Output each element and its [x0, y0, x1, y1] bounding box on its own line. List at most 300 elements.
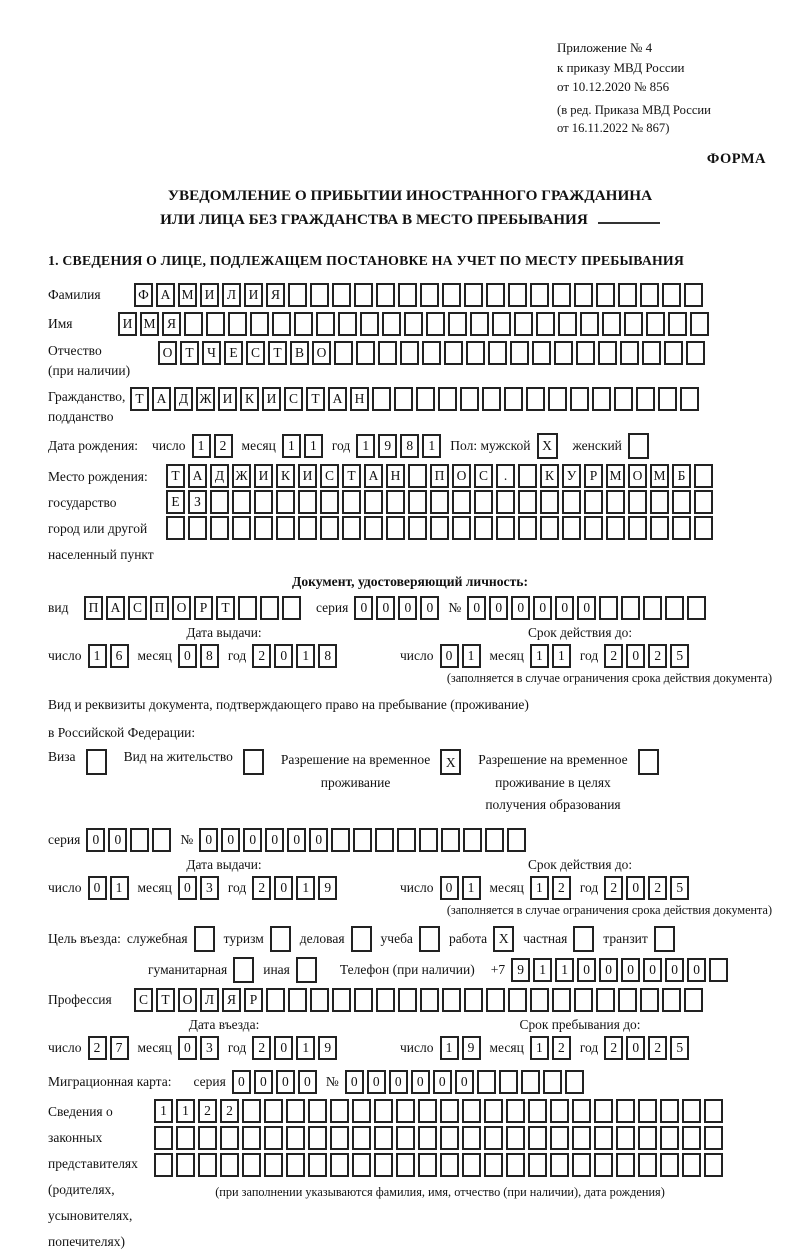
char-cell[interactable]	[499, 1070, 518, 1094]
char-cell[interactable]	[360, 312, 379, 336]
char-cell[interactable]	[528, 1126, 547, 1150]
char-cell[interactable]: С	[128, 596, 147, 620]
char-cell[interactable]: Т	[342, 464, 361, 488]
char-cell[interactable]	[276, 516, 295, 540]
residence-valid-year[interactable]	[604, 876, 692, 900]
char-cell[interactable]	[396, 1099, 415, 1123]
char-cell[interactable]	[530, 988, 549, 1012]
char-cell[interactable]: 1	[530, 644, 549, 668]
char-cell[interactable]: С	[284, 387, 303, 411]
char-cell[interactable]	[658, 387, 677, 411]
char-cell[interactable]	[646, 312, 665, 336]
char-cell[interactable]: 9	[378, 434, 397, 458]
char-cell[interactable]	[618, 283, 637, 307]
char-cell[interactable]	[636, 387, 655, 411]
char-cell[interactable]	[526, 387, 545, 411]
char-cell[interactable]	[662, 988, 681, 1012]
char-cell[interactable]: Ф	[134, 283, 153, 307]
char-cell[interactable]	[530, 283, 549, 307]
char-cell[interactable]: 0	[626, 1036, 645, 1060]
char-cell[interactable]: 0	[287, 828, 306, 852]
char-cell[interactable]	[660, 1153, 679, 1177]
residence-number-input[interactable]	[199, 828, 529, 852]
char-cell[interactable]: 2	[648, 1036, 667, 1060]
char-cell[interactable]	[408, 490, 427, 514]
char-cell[interactable]	[464, 283, 483, 307]
char-cell[interactable]	[614, 387, 633, 411]
char-cell[interactable]	[528, 1099, 547, 1123]
migration-number-input[interactable]	[345, 1070, 587, 1094]
char-cell[interactable]: 2	[552, 876, 571, 900]
char-cell[interactable]	[210, 516, 229, 540]
char-cell[interactable]	[342, 490, 361, 514]
char-cell[interactable]	[238, 596, 257, 620]
purpose-study-checkbox[interactable]	[419, 926, 440, 952]
char-cell[interactable]: 0	[108, 828, 127, 852]
char-cell[interactable]	[310, 283, 329, 307]
char-cell[interactable]	[704, 1099, 723, 1123]
doc-valid-year[interactable]	[604, 644, 692, 668]
char-cell[interactable]: 0	[626, 876, 645, 900]
char-cell[interactable]: 1	[304, 434, 323, 458]
char-cell[interactable]: К	[276, 464, 295, 488]
entry-year[interactable]	[252, 1036, 340, 1060]
char-cell[interactable]	[376, 988, 395, 1012]
char-cell[interactable]	[552, 283, 571, 307]
char-cell[interactable]: Т	[216, 596, 235, 620]
char-cell[interactable]: 1	[555, 958, 574, 982]
char-cell[interactable]: Ж	[196, 387, 215, 411]
char-cell[interactable]: 0	[274, 644, 293, 668]
char-cell[interactable]	[704, 1126, 723, 1150]
char-cell[interactable]: 9	[462, 1036, 481, 1060]
char-cell[interactable]: 8	[200, 644, 219, 668]
char-cell[interactable]: 1	[356, 434, 375, 458]
char-cell[interactable]	[462, 1153, 481, 1177]
char-cell[interactable]: 1	[296, 876, 315, 900]
char-cell[interactable]	[308, 1153, 327, 1177]
char-cell[interactable]	[532, 341, 551, 365]
char-cell[interactable]	[618, 988, 637, 1012]
char-cell[interactable]	[628, 516, 647, 540]
char-cell[interactable]: 0	[455, 1070, 474, 1094]
char-cell[interactable]: 0	[265, 828, 284, 852]
char-cell[interactable]: 0	[577, 596, 596, 620]
char-cell[interactable]	[396, 1126, 415, 1150]
char-cell[interactable]	[332, 988, 351, 1012]
char-cell[interactable]	[338, 312, 357, 336]
char-cell[interactable]	[485, 828, 504, 852]
residence-issue-year[interactable]	[252, 876, 340, 900]
char-cell[interactable]	[382, 312, 401, 336]
char-cell[interactable]: 0	[354, 596, 373, 620]
char-cell[interactable]	[594, 1153, 613, 1177]
entry-day[interactable]	[88, 1036, 132, 1060]
char-cell[interactable]	[596, 988, 615, 1012]
char-cell[interactable]: П	[430, 464, 449, 488]
char-cell[interactable]	[286, 1153, 305, 1177]
char-cell[interactable]	[352, 1153, 371, 1177]
char-cell[interactable]	[220, 1126, 239, 1150]
char-cell[interactable]	[486, 988, 505, 1012]
char-cell[interactable]: 2	[552, 1036, 571, 1060]
char-cell[interactable]: 1	[462, 644, 481, 668]
char-cell[interactable]	[558, 312, 577, 336]
char-cell[interactable]: 0	[345, 1070, 364, 1094]
char-cell[interactable]: 2	[220, 1099, 239, 1123]
char-cell[interactable]	[638, 1153, 657, 1177]
char-cell[interactable]	[416, 387, 435, 411]
char-cell[interactable]	[660, 1126, 679, 1150]
char-cell[interactable]	[250, 312, 269, 336]
char-cell[interactable]: М	[650, 464, 669, 488]
char-cell[interactable]: Т	[268, 341, 287, 365]
char-cell[interactable]	[466, 341, 485, 365]
char-cell[interactable]: 1	[552, 644, 571, 668]
char-cell[interactable]	[452, 516, 471, 540]
char-cell[interactable]	[282, 596, 301, 620]
char-cell[interactable]: И	[244, 283, 263, 307]
char-cell[interactable]	[680, 387, 699, 411]
char-cell[interactable]	[596, 283, 615, 307]
char-cell[interactable]: 1	[296, 644, 315, 668]
char-cell[interactable]: 9	[511, 958, 530, 982]
char-cell[interactable]	[576, 341, 595, 365]
char-cell[interactable]	[640, 988, 659, 1012]
char-cell[interactable]: И	[298, 464, 317, 488]
char-cell[interactable]: 1	[88, 644, 107, 668]
char-cell[interactable]	[684, 283, 703, 307]
char-cell[interactable]: П	[150, 596, 169, 620]
char-cell[interactable]	[594, 1099, 613, 1123]
birth-place-input-3[interactable]	[166, 516, 716, 540]
doc-valid-month[interactable]	[530, 644, 574, 668]
char-cell[interactable]: 1	[154, 1099, 173, 1123]
char-cell[interactable]	[640, 283, 659, 307]
char-cell[interactable]	[397, 828, 416, 852]
char-cell[interactable]: Ч	[202, 341, 221, 365]
char-cell[interactable]	[206, 312, 225, 336]
char-cell[interactable]	[254, 516, 273, 540]
char-cell[interactable]: 2	[214, 434, 233, 458]
citizenship-input[interactable]	[130, 387, 702, 411]
char-cell[interactable]: 2	[252, 644, 271, 668]
char-cell[interactable]	[694, 464, 713, 488]
residence-issue-day[interactable]	[88, 876, 132, 900]
char-cell[interactable]	[694, 516, 713, 540]
char-cell[interactable]: 6	[110, 644, 129, 668]
purpose-tourism-checkbox[interactable]	[270, 926, 291, 952]
purpose-business-checkbox[interactable]	[194, 926, 215, 952]
purpose-humanitarian-checkbox[interactable]	[233, 957, 254, 983]
char-cell[interactable]: С	[474, 464, 493, 488]
birth-day-input[interactable]	[192, 434, 236, 458]
char-cell[interactable]: 0	[178, 876, 197, 900]
char-cell[interactable]	[438, 387, 457, 411]
char-cell[interactable]	[286, 1099, 305, 1123]
char-cell[interactable]: 2	[88, 1036, 107, 1060]
char-cell[interactable]	[386, 516, 405, 540]
char-cell[interactable]	[650, 516, 669, 540]
char-cell[interactable]	[682, 1099, 701, 1123]
birth-month-input[interactable]	[282, 434, 326, 458]
char-cell[interactable]	[440, 1153, 459, 1177]
char-cell[interactable]	[354, 988, 373, 1012]
char-cell[interactable]: 0	[221, 828, 240, 852]
char-cell[interactable]: 0	[232, 1070, 251, 1094]
doc-issue-month[interactable]	[178, 644, 222, 668]
char-cell[interactable]	[352, 1126, 371, 1150]
char-cell[interactable]	[616, 1126, 635, 1150]
char-cell[interactable]: И	[118, 312, 137, 336]
char-cell[interactable]	[408, 464, 427, 488]
char-cell[interactable]	[506, 1126, 525, 1150]
char-cell[interactable]: Д	[210, 464, 229, 488]
char-cell[interactable]: Я	[266, 283, 285, 307]
char-cell[interactable]	[316, 312, 335, 336]
char-cell[interactable]: Б	[672, 464, 691, 488]
char-cell[interactable]	[364, 490, 383, 514]
char-cell[interactable]: 2	[648, 876, 667, 900]
char-cell[interactable]	[562, 490, 581, 514]
purpose-transit-checkbox[interactable]	[654, 926, 675, 952]
char-cell[interactable]	[184, 312, 203, 336]
residence-issue-month[interactable]	[178, 876, 222, 900]
purpose-commercial-checkbox[interactable]	[351, 926, 372, 952]
char-cell[interactable]	[572, 1126, 591, 1150]
char-cell[interactable]	[418, 1126, 437, 1150]
name-input[interactable]	[118, 312, 712, 336]
char-cell[interactable]	[288, 283, 307, 307]
char-cell[interactable]	[682, 1126, 701, 1150]
char-cell[interactable]: 2	[604, 876, 623, 900]
char-cell[interactable]: Н	[386, 464, 405, 488]
representatives-input-2[interactable]	[154, 1126, 726, 1150]
char-cell[interactable]	[266, 988, 285, 1012]
char-cell[interactable]	[372, 387, 391, 411]
surname-input[interactable]	[134, 283, 706, 307]
char-cell[interactable]: 5	[670, 1036, 689, 1060]
char-cell[interactable]	[288, 988, 307, 1012]
char-cell[interactable]	[543, 1070, 562, 1094]
char-cell[interactable]	[662, 283, 681, 307]
char-cell[interactable]: 0	[298, 1070, 317, 1094]
doc-issue-year[interactable]	[252, 644, 340, 668]
char-cell[interactable]	[554, 341, 573, 365]
char-cell[interactable]: К	[240, 387, 259, 411]
char-cell[interactable]	[463, 828, 482, 852]
char-cell[interactable]: И	[200, 283, 219, 307]
char-cell[interactable]	[294, 312, 313, 336]
char-cell[interactable]	[430, 516, 449, 540]
char-cell[interactable]	[444, 341, 463, 365]
char-cell[interactable]	[232, 490, 251, 514]
char-cell[interactable]	[353, 828, 372, 852]
char-cell[interactable]: 8	[318, 644, 337, 668]
char-cell[interactable]	[474, 490, 493, 514]
char-cell[interactable]	[518, 516, 537, 540]
form-number-blank[interactable]	[598, 209, 660, 224]
char-cell[interactable]	[242, 1153, 261, 1177]
birth-place-input-2[interactable]	[166, 490, 716, 514]
migration-series-input[interactable]	[232, 1070, 320, 1094]
char-cell[interactable]: А	[328, 387, 347, 411]
char-cell[interactable]: 0	[433, 1070, 452, 1094]
char-cell[interactable]	[264, 1153, 283, 1177]
char-cell[interactable]	[550, 1153, 569, 1177]
char-cell[interactable]: А	[188, 464, 207, 488]
char-cell[interactable]: И	[254, 464, 273, 488]
char-cell[interactable]	[540, 516, 559, 540]
char-cell[interactable]: 3	[200, 1036, 219, 1060]
char-cell[interactable]	[682, 1153, 701, 1177]
char-cell[interactable]: М	[178, 283, 197, 307]
char-cell[interactable]	[616, 1153, 635, 1177]
char-cell[interactable]	[374, 1153, 393, 1177]
char-cell[interactable]	[400, 341, 419, 365]
char-cell[interactable]	[154, 1126, 173, 1150]
char-cell[interactable]: 0	[178, 644, 197, 668]
char-cell[interactable]: 0	[398, 596, 417, 620]
char-cell[interactable]: 1	[530, 876, 549, 900]
char-cell[interactable]	[286, 1126, 305, 1150]
char-cell[interactable]	[430, 490, 449, 514]
female-checkbox[interactable]	[628, 433, 649, 459]
char-cell[interactable]	[687, 596, 706, 620]
char-cell[interactable]	[228, 312, 247, 336]
char-cell[interactable]	[254, 490, 273, 514]
char-cell[interactable]: Т	[130, 387, 149, 411]
stay-year[interactable]	[604, 1036, 692, 1060]
char-cell[interactable]: 1	[282, 434, 301, 458]
representatives-input-1[interactable]	[154, 1099, 726, 1123]
char-cell[interactable]: 0	[555, 596, 574, 620]
char-cell[interactable]: 0	[309, 828, 328, 852]
char-cell[interactable]	[598, 341, 617, 365]
char-cell[interactable]	[308, 1099, 327, 1123]
edu-permit-checkbox[interactable]	[638, 749, 659, 775]
char-cell[interactable]: 9	[318, 1036, 337, 1060]
char-cell[interactable]: 0	[643, 958, 662, 982]
char-cell[interactable]	[442, 988, 461, 1012]
char-cell[interactable]: В	[290, 341, 309, 365]
char-cell[interactable]: Т	[306, 387, 325, 411]
char-cell[interactable]	[470, 312, 489, 336]
char-cell[interactable]: О	[172, 596, 191, 620]
char-cell[interactable]	[418, 1153, 437, 1177]
doc-series-input[interactable]	[354, 596, 442, 620]
char-cell[interactable]: П	[84, 596, 103, 620]
char-cell[interactable]: Т	[180, 341, 199, 365]
char-cell[interactable]	[521, 1070, 540, 1094]
char-cell[interactable]	[660, 1099, 679, 1123]
char-cell[interactable]	[426, 312, 445, 336]
char-cell[interactable]	[550, 1126, 569, 1150]
char-cell[interactable]	[440, 1126, 459, 1150]
char-cell[interactable]: 1	[530, 1036, 549, 1060]
char-cell[interactable]: 1	[192, 434, 211, 458]
char-cell[interactable]	[709, 958, 728, 982]
char-cell[interactable]: М	[606, 464, 625, 488]
char-cell[interactable]: И	[218, 387, 237, 411]
char-cell[interactable]	[650, 490, 669, 514]
char-cell[interactable]: Р	[194, 596, 213, 620]
male-checkbox[interactable]: X	[537, 433, 558, 459]
char-cell[interactable]	[540, 490, 559, 514]
char-cell[interactable]: О	[158, 341, 177, 365]
char-cell[interactable]	[565, 1070, 584, 1094]
char-cell[interactable]	[474, 516, 493, 540]
visa-checkbox[interactable]	[86, 749, 107, 775]
char-cell[interactable]: А	[364, 464, 383, 488]
char-cell[interactable]	[354, 283, 373, 307]
char-cell[interactable]: 0	[533, 596, 552, 620]
char-cell[interactable]	[260, 596, 279, 620]
char-cell[interactable]	[574, 283, 593, 307]
doc-issue-day[interactable]	[88, 644, 132, 668]
char-cell[interactable]	[572, 1099, 591, 1123]
char-cell[interactable]: М	[140, 312, 159, 336]
char-cell[interactable]	[620, 341, 639, 365]
char-cell[interactable]	[562, 516, 581, 540]
stay-day[interactable]	[440, 1036, 484, 1060]
char-cell[interactable]: А	[106, 596, 125, 620]
char-cell[interactable]: О	[628, 464, 647, 488]
char-cell[interactable]	[484, 1126, 503, 1150]
char-cell[interactable]	[420, 283, 439, 307]
temp-permit-checkbox[interactable]: X	[440, 749, 461, 775]
char-cell[interactable]	[330, 1153, 349, 1177]
char-cell[interactable]	[584, 516, 603, 540]
char-cell[interactable]: Д	[174, 387, 193, 411]
char-cell[interactable]	[176, 1153, 195, 1177]
char-cell[interactable]	[320, 516, 339, 540]
char-cell[interactable]	[518, 464, 537, 488]
char-cell[interactable]: 1	[176, 1099, 195, 1123]
char-cell[interactable]	[488, 341, 507, 365]
char-cell[interactable]	[374, 1099, 393, 1123]
char-cell[interactable]: С	[320, 464, 339, 488]
char-cell[interactable]: Л	[200, 988, 219, 1012]
char-cell[interactable]	[580, 312, 599, 336]
char-cell[interactable]	[684, 988, 703, 1012]
char-cell[interactable]: 0	[467, 596, 486, 620]
char-cell[interactable]	[188, 516, 207, 540]
char-cell[interactable]	[441, 828, 460, 852]
char-cell[interactable]: 9	[318, 876, 337, 900]
char-cell[interactable]	[375, 828, 394, 852]
char-cell[interactable]: Т	[156, 988, 175, 1012]
patronymic-input[interactable]	[158, 341, 708, 365]
char-cell[interactable]	[420, 988, 439, 1012]
char-cell[interactable]	[374, 1126, 393, 1150]
char-cell[interactable]	[386, 490, 405, 514]
char-cell[interactable]: 0	[243, 828, 262, 852]
char-cell[interactable]	[176, 1126, 195, 1150]
doc-number-input[interactable]	[467, 596, 709, 620]
char-cell[interactable]	[419, 828, 438, 852]
entry-month[interactable]	[178, 1036, 222, 1060]
char-cell[interactable]	[514, 312, 533, 336]
char-cell[interactable]	[508, 988, 527, 1012]
char-cell[interactable]: 0	[199, 828, 218, 852]
residence-valid-day[interactable]	[440, 876, 484, 900]
char-cell[interactable]: 1	[296, 1036, 315, 1060]
char-cell[interactable]	[552, 988, 571, 1012]
char-cell[interactable]	[664, 341, 683, 365]
phone-input[interactable]	[511, 958, 731, 982]
char-cell[interactable]	[448, 312, 467, 336]
